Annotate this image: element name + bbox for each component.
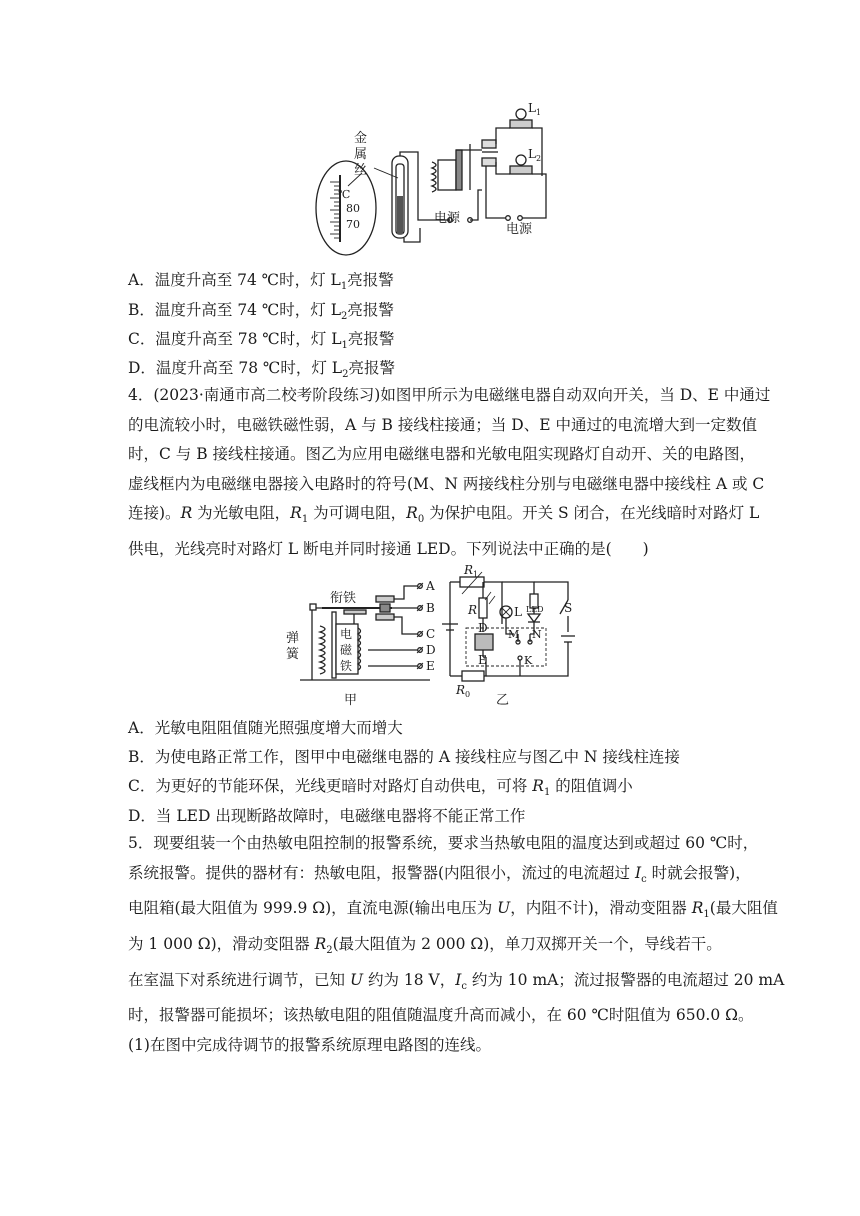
lamp-l-label: L <box>514 605 522 619</box>
q4-line-6: 供电，光线亮时对路灯 L 断电并同时接通 LED。下列说法中正确的是( ) <box>128 540 649 559</box>
q4-stem <box>128 381 771 565</box>
q3-option-d[interactable]: D．温度升高至 78 ℃时，灯 $L_2$亮报警 <box>128 359 395 381</box>
caption-jia: 甲 <box>344 693 358 708</box>
q4-line-2: 的电流较小时，电磁铁磁性弱，A 与 B 接线柱接通；当 D、E 中通过的电流增大到一定数值 <box>128 415 757 434</box>
terminal-a-label: A <box>426 579 435 593</box>
lamp-l2-sub: 2 <box>535 154 542 163</box>
relay-d-label: D <box>478 621 488 635</box>
q3-option-b[interactable]: B．温度升高至 74 ℃时，灯 $L_2$亮报警 <box>128 301 394 323</box>
thermometer-alarm-circuit-figure <box>310 100 560 260</box>
terminal-n-label: N <box>532 628 542 641</box>
r1-sub: 1 <box>473 570 479 579</box>
q5-line-3: 电阻箱(最大阻值为 999.9 Ω)，直流电源(输出电压为 U，内阻不计)，滑动变阻器 $R_1$(最大阻值 <box>128 899 778 921</box>
photoresistor-r-label: R <box>468 603 478 617</box>
q4-line-4: 虚线框内为电磁继电器接入电路时的符号(M、N 两接线柱分别与电磁继电器中接线柱 A 或 C <box>128 474 765 493</box>
q5-stem <box>128 829 785 1061</box>
terminal-k-label: K <box>524 654 533 667</box>
caption-yi: 乙 <box>496 693 510 708</box>
q3-option-c[interactable]: C．温度升高至 78 ℃时，灯 $L_1$亮报警 <box>128 330 395 352</box>
q3-option-a[interactable]: A．温度升高至 74 ℃时，灯 $L_1$亮报警 <box>128 271 394 293</box>
relay-e-label: E <box>478 653 487 667</box>
q4-option-c[interactable]: C．为更好的节能环保，光线更暗时对路灯自动供电，可将 $R_1$ 的阻值调小 <box>128 777 633 799</box>
scale-80-label: 80 <box>346 202 360 215</box>
magnet-label-3: 铁 <box>340 659 353 673</box>
metal-wire-label-1: 金 <box>354 131 368 146</box>
scale-70-label: 70 <box>346 218 360 231</box>
terminal-d-label: D <box>426 643 436 657</box>
q4-line-3: 时，C 与 B 接线柱接通。图乙为应用电磁继电器和光敏电阻实现路灯自动开、关的电路图， <box>128 445 756 464</box>
q5-line-2: 系统报警。提供的器材有：热敏电阻，报警器(内阻很小，流过的电流超过 $I_c$ 时就会报警)， <box>128 863 751 885</box>
lamp-l2-label: L <box>528 147 536 161</box>
power-right-label: 电源 <box>506 222 533 237</box>
q4-option-d[interactable]: D．当 LED 出现断路故障时，电磁继电器将不能正常工作 <box>128 807 526 825</box>
magnet-label-2: 磁 <box>340 643 353 657</box>
q4-option-b[interactable]: B．为使电路正常工作，图甲中电磁继电器的 A 接线柱应与图乙中 N 接线柱连接 <box>128 748 680 766</box>
terminal-m-label: M <box>508 628 520 641</box>
armature-label: 衔铁 <box>330 591 357 606</box>
lamp-l1-sub: 1 <box>535 108 542 117</box>
r0-label: R <box>456 683 466 697</box>
switch-s-label: S <box>564 601 573 615</box>
svg-text:R1 <box>463 563 478 579</box>
relay-circuit-figure <box>282 562 582 710</box>
metal-wire-label-3: 丝 <box>354 163 368 178</box>
metal-wire-label-2: 属 <box>354 147 368 162</box>
spring-label-1: 弹 <box>286 631 300 646</box>
q5-line-5: 在室温下对系统进行调节，已知 U 约为 18 V，$I_c$ 约为 10 mA；流过报警器的电流超过 20 mA <box>128 970 785 992</box>
scale-unit-label: ℃ <box>338 188 351 201</box>
terminal-e-label: E <box>426 659 435 673</box>
terminal-b-label: B <box>426 601 435 615</box>
r0-sub: 0 <box>465 690 471 699</box>
svg-text:R0 <box>455 683 470 699</box>
q5-line-6: 时，报警器可能损坏；该热敏电阻的阻值随温度升高而减小，在 60 ℃时阻值为 650.0 Ω。 <box>128 1006 754 1025</box>
terminal-c-label: C <box>426 627 436 641</box>
led-label: LED <box>526 605 544 614</box>
r1-label: R <box>464 563 474 577</box>
magnet-label-1: 电 <box>340 627 353 641</box>
spring-label-2: 簧 <box>286 647 300 662</box>
svg-text:L1 <box>528 101 541 117</box>
power-left-label: 电源 <box>434 211 461 226</box>
q4-option-a[interactable]: A．光敏电阻阻值随光照强度增大而增大 <box>128 719 403 737</box>
q5-line-4: 为 1 000 Ω)，滑动变阻器 $R_2$(最大阻值为 2 000 Ω)，单刀双掷开关一个，导线若干。 <box>128 934 722 957</box>
q4-line-5: 连接)。R 为光敏电阻，$R_1$ 为可调电阻，$R_0$ 为保护电阻。开关 S 闭合，在光线暗时对路灯 L <box>128 504 760 526</box>
q4-line-1: 4．(2023·南通市高二校考阶段练习)如图甲所示为电磁继电器自动双向开关，当 D、E 中通过 <box>128 386 771 404</box>
q5-line-7: (1)在图中完成待调节的报警系统原理电路图的连线。 <box>128 1035 491 1054</box>
q5-line-1: 5．现要组装一个由热敏电阻控制的报警系统，要求当热敏电阻的温度达到或超过 60 ℃时， <box>128 834 759 852</box>
svg-text:L2 <box>528 147 541 163</box>
lamp-l1-label: L <box>528 101 536 115</box>
